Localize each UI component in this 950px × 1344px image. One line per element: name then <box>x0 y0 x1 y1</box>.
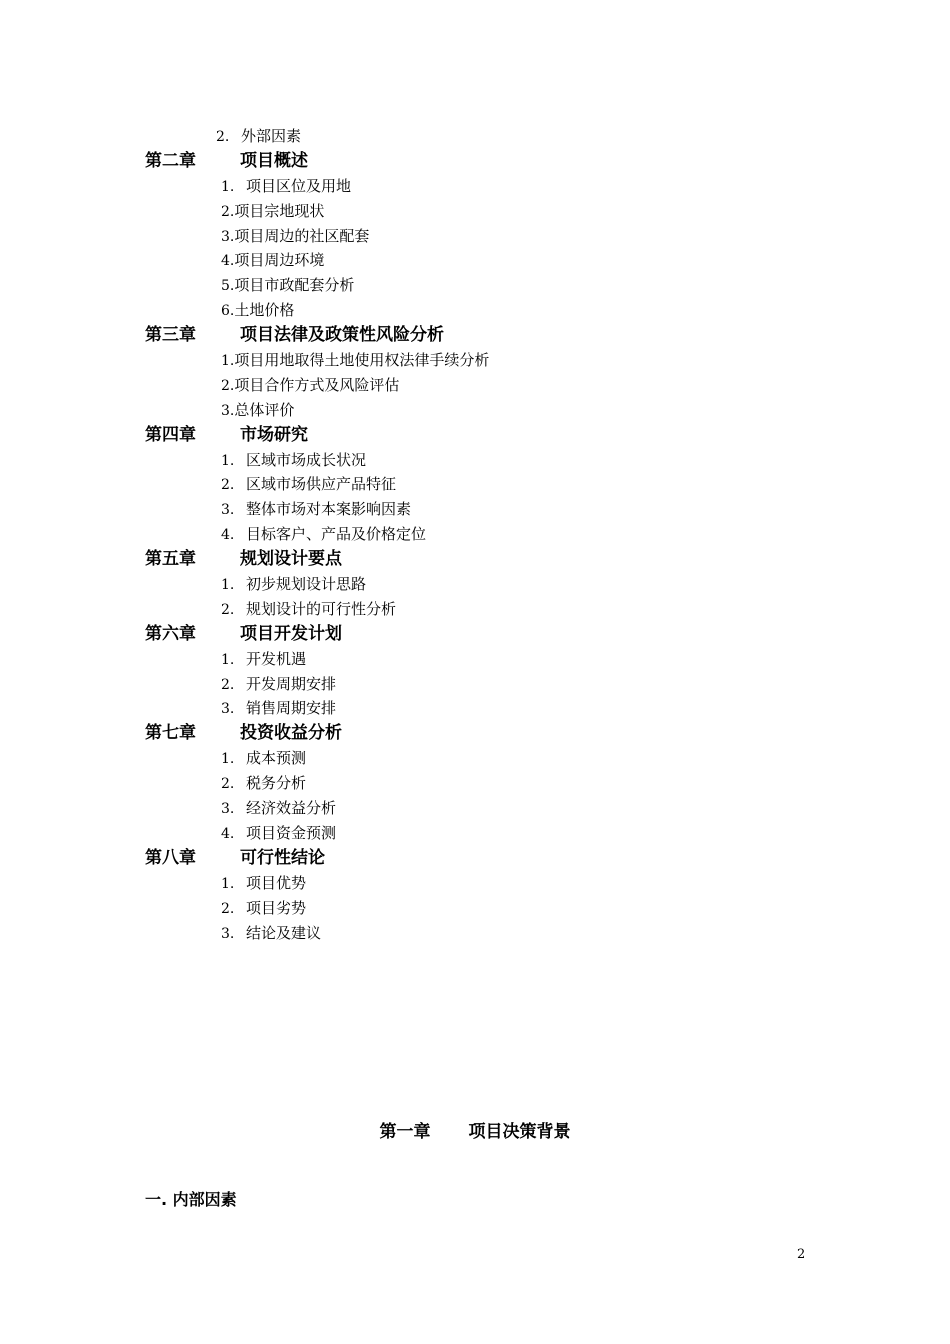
toc-item <box>145 224 845 249</box>
toc-chapter-title: 项目概述 <box>240 150 308 171</box>
toc-item-number: 3. <box>221 801 235 818</box>
toc-chapter-number: 第八章 <box>145 847 196 868</box>
toc-item <box>145 746 845 771</box>
toc-item-text: 土地价格 <box>234 301 295 320</box>
toc-item <box>145 871 845 896</box>
toc-item-text: 项目劣势 <box>246 898 307 917</box>
toc-item-number: 3. <box>221 502 235 519</box>
toc-item-number: 2. <box>221 900 235 917</box>
toc-item-text: 项目市政配套分析 <box>234 276 355 295</box>
toc-item-number: 3. <box>221 701 235 718</box>
toc-item-number: 1. <box>221 875 235 892</box>
toc-item <box>145 448 845 473</box>
toc-item-number: 6. <box>221 303 235 320</box>
toc-item-number: 3. <box>221 925 235 942</box>
toc-chapter-number: 第三章 <box>145 325 196 346</box>
toc-item-number: 3. <box>221 402 235 419</box>
toc-item <box>145 348 845 373</box>
toc-item-text: 经济效益分析 <box>246 799 337 818</box>
toc-item-number: 1. <box>221 353 235 370</box>
toc-item-number: 2. <box>216 129 230 145</box>
toc-item-text: 项目宗地现状 <box>234 201 325 220</box>
toc-item-text: 项目合作方式及风险评估 <box>234 375 400 394</box>
table-of-contents <box>145 124 845 945</box>
toc-chapter-title: 规划设计要点 <box>240 549 342 570</box>
toc-item-text: 销售周期安排 <box>246 699 337 718</box>
toc-item-text: 整体市场对本案影响因素 <box>246 500 412 519</box>
toc-item-text: 开发周期安排 <box>246 674 337 693</box>
toc-chapter-number: 第五章 <box>145 549 196 570</box>
toc-item <box>145 696 845 721</box>
toc-item-text: 区域市场成长状况 <box>246 450 367 469</box>
toc-item-number: 2. <box>221 601 235 618</box>
toc-item-number: 2. <box>221 203 235 220</box>
toc-item <box>145 771 845 796</box>
toc-chapter-number: 第四章 <box>145 424 196 445</box>
chapter-heading <box>0 1120 950 1144</box>
toc-chapter-title: 市场研究 <box>240 424 308 445</box>
toc-chapter-number: 第七章 <box>145 723 196 744</box>
toc-chapter-number: 第六章 <box>145 623 196 644</box>
toc-item <box>145 597 845 622</box>
toc-item-text: 区域市场供应产品特征 <box>246 475 397 494</box>
toc-item <box>145 398 845 423</box>
toc-item <box>145 124 845 149</box>
toc-item-text: 项目周边环境 <box>234 251 325 270</box>
toc-item-number: 2. <box>221 676 235 693</box>
toc-item-number: 4. <box>221 825 235 842</box>
toc-item <box>145 248 845 273</box>
toc-item-number: 1. <box>221 178 235 195</box>
toc-item <box>145 174 845 199</box>
toc-item <box>145 896 845 921</box>
toc-item <box>145 373 845 398</box>
toc-item-text: 目标客户、产品及价格定位 <box>246 525 427 544</box>
toc-item-number: 2. <box>221 477 235 494</box>
toc-chapter <box>145 846 845 871</box>
toc-item-number: 1. <box>221 651 235 668</box>
toc-item-text: 项目优势 <box>246 873 307 892</box>
toc-chapter <box>145 547 845 572</box>
toc-item-number: 4. <box>221 253 235 270</box>
toc-item-text: 初步规划设计思路 <box>246 575 367 594</box>
toc-item-text: 项目资金预测 <box>246 823 337 842</box>
toc-chapter <box>145 721 845 746</box>
toc-item-number: 2. <box>221 776 235 793</box>
toc-item <box>145 647 845 672</box>
toc-chapter <box>145 622 845 647</box>
chapter-heading-title: 项目决策背景 <box>468 1122 571 1142</box>
toc-chapter-title: 项目开发计划 <box>240 623 342 644</box>
toc-item-text: 项目周边的社区配套 <box>234 226 370 245</box>
toc-item-text: 外部因素 <box>241 127 302 145</box>
toc-item <box>145 273 845 298</box>
toc-item <box>145 522 845 547</box>
toc-item-number: 1. <box>221 751 235 768</box>
toc-item <box>145 199 845 224</box>
toc-item-number: 4. <box>221 527 235 544</box>
toc-item <box>145 472 845 497</box>
toc-item-text: 项目区位及用地 <box>246 176 352 195</box>
toc-item-number: 5. <box>221 278 235 295</box>
toc-item-text: 项目用地取得土地使用权法律手续分析 <box>234 351 490 370</box>
toc-item <box>145 497 845 522</box>
toc-chapter <box>145 323 845 348</box>
toc-item-text: 结论及建议 <box>246 923 322 942</box>
toc-chapter-title: 投资收益分析 <box>240 723 342 744</box>
toc-item-number: 3. <box>221 228 235 245</box>
toc-item <box>145 921 845 946</box>
toc-item-number: 1. <box>221 452 235 469</box>
toc-item <box>145 572 845 597</box>
toc-chapter-number: 第二章 <box>145 150 196 171</box>
toc-item-number: 2. <box>221 377 235 394</box>
toc-item <box>145 672 845 697</box>
toc-item-text: 成本预测 <box>246 749 307 768</box>
toc-chapter <box>145 423 845 448</box>
toc-item-text: 规划设计的可行性分析 <box>246 599 397 618</box>
toc-item-number: 1. <box>221 577 235 594</box>
toc-item <box>145 298 845 323</box>
page-number: 2 <box>797 1247 806 1262</box>
toc-item-text: 开发机遇 <box>246 649 307 668</box>
chapter-heading-number: 第一章 <box>379 1122 431 1142</box>
toc-chapter <box>145 149 845 174</box>
section-subheading: 一. 内部因素 <box>145 1190 237 1209</box>
toc-item-text: 税务分析 <box>246 774 307 793</box>
toc-chapter-title: 可行性结论 <box>240 847 325 868</box>
toc-item <box>145 796 845 821</box>
toc-chapter-title: 项目法律及政策性风险分析 <box>240 325 444 346</box>
toc-item <box>145 821 845 846</box>
toc-item-text: 总体评价 <box>234 400 295 419</box>
